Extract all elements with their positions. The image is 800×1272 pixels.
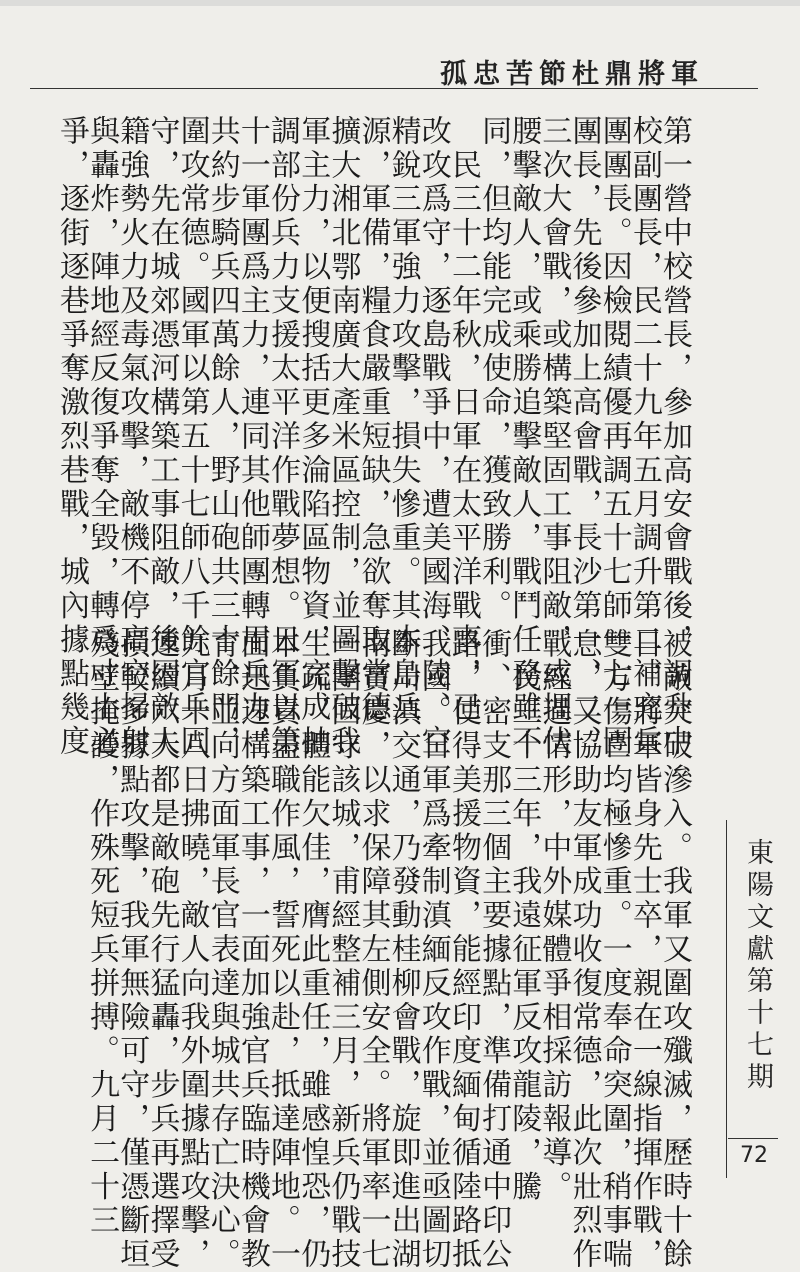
text-column: 我國。日軍爲牽制滇緬反攻作戰，並亟圖切 xyxy=(415,628,451,1272)
text-column: 南寶慶，以求保障其左側安全。將軍率一七 xyxy=(355,628,391,1272)
text-column: 三次大會戰，或構築堅固工事阻敵，或埋伏 xyxy=(536,115,572,760)
text-column: 源，軍備，糧食嚴重短缺，急欲奪取常德 xyxy=(355,115,391,726)
margin-rule xyxy=(726,820,727,1178)
text-column: 日，將軍皆身先士卒，親在一線指揮作戰， xyxy=(626,628,662,1272)
journal-issue-label: 東陽文獻第十七期 xyxy=(742,838,773,1094)
text-column: 共約步騎兵四萬餘人，野山砲共三十餘門， xyxy=(204,115,240,760)
header-rule xyxy=(30,88,758,89)
text-column: 同，但均能完成使命，獲致勝利。 xyxy=(476,115,512,624)
text-column: 腰擊敵人，或乘勝追擊敵人，戰鬥任務雖不 xyxy=(506,115,542,760)
text-column: 調部份兵力支援太平洋作戰夢想。日軍以第 xyxy=(265,115,301,760)
text-column: 育，並向方面軍長官表達與城共存亡決心。 xyxy=(204,628,240,1272)
text-column: 一團固守該城，甫經整補三月，新兵仍戰技 xyxy=(325,628,361,1272)
text-column: 團團長。因檢閱績優再調五十七師一七一團 xyxy=(596,115,632,760)
text-column: 損較多據點攻擊，我軍無險可守，僅憑斷垣 xyxy=(114,628,150,1272)
text-column: 戰經過情形，中外媒體爭相採訪報導。 xyxy=(536,628,572,1205)
text-column: 九月十八日拂曉，敵人向我外圍據點攻擊， xyxy=(174,628,210,1272)
page-edge xyxy=(0,0,800,6)
text-column: 軍主力，以便搜括更多淪陷區物資，完成抽 xyxy=(295,115,331,760)
text-column: 十一軍團爲主力，連同其他師團轉用兵力， xyxy=(234,115,270,760)
text-column: 被敵突破滲入。我軍又圍攻殲滅，歷時十餘 xyxy=(657,628,692,1272)
text-column: 殘壁掩護，作殊死短兵拼搏。九月二十三 xyxy=(84,628,120,1239)
page-number: 72 xyxy=(740,1143,768,1168)
text-column: 連續六天都是敵砲先行猛轟，步兵再選擇受 xyxy=(144,628,180,1272)
text-column: 民三十三年，我遠征軍反攻龍陵，騰 xyxy=(506,628,542,1205)
text-column: 衝、密支那三個主要據點，準備打通中印公 xyxy=(476,628,512,1272)
text-column: 民三十二年秋，日軍在太平洋戰事，已 xyxy=(445,115,481,726)
text-column: 第一營中校營長，參加高安會戰後，調升中 xyxy=(657,115,692,760)
text-column: 圍攻常德。國軍以第五十七師八千餘官兵固 xyxy=(174,115,210,760)
text-column: 路，使得美援物資，能經印度緬甸循陸路抵 xyxy=(445,628,481,1272)
text-column: 與轟炸，陣地經反復爭奪全毀，轉爲寸土必 xyxy=(84,115,120,760)
text-column: 息，又協助友軍成功收復常德，此次壯烈作 xyxy=(566,628,602,1272)
text-column: 爭，逐街逐巷爭奪激烈巷戰，城內據點幾度 xyxy=(54,115,89,760)
text-column: 面迅速構築工事，一面加強官兵臨時機會教 xyxy=(234,628,270,1272)
text-column: 雙方傷亡均極慘重。一度奉命突圍，稍事喘 xyxy=(596,628,632,1272)
text-column: 改攻爲守，逐島戰爭中，遭美國海、陸、空 xyxy=(415,115,451,760)
text-column: 擴大湘北鄂南廣大產米區控制，並圖擊破我 xyxy=(325,115,361,760)
text-column: 守，先在城郊憑河構築工事阻敵，後因敵人 xyxy=(144,115,180,760)
text-column: 本負責盡職作風，誓死以赴，抵達陣地。一 xyxy=(265,628,301,1272)
text-column: 團長，先後參加上高會戰，長沙第一、二、 xyxy=(566,115,602,760)
text-column: 生疏，體能欠佳，膺此重任，雖感惶恐，仍 xyxy=(295,628,331,1272)
running-head-title: 孤忠苦節杜鼎將軍 xyxy=(440,59,704,90)
text-column: 斷川滇交通，乃發動桂柳會戰，旋即進出湖 xyxy=(385,628,421,1272)
text-column: 籍強勢火力及毒氣攻擊，敵機不停高空掃射 xyxy=(114,115,150,760)
text-column: 校副團長，民二十九年五月調升第二補充兵 xyxy=(626,115,662,760)
text-column: 精銳三軍強力攻擊，損失慘重。其本島兵 xyxy=(385,115,421,726)
